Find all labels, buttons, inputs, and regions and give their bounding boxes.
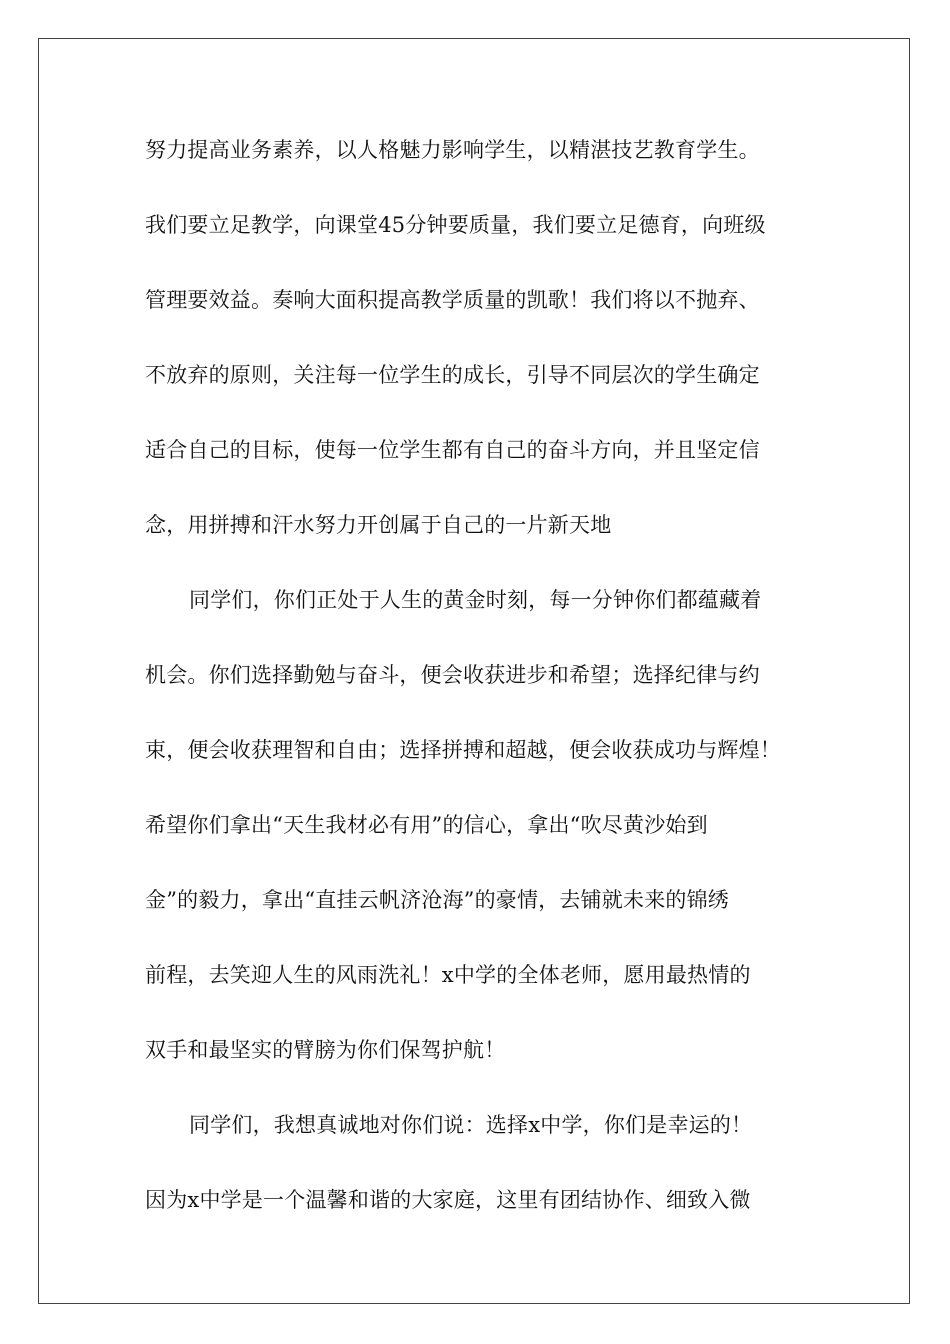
paragraph-first-line: 同学们，我想真诚地对你们说：选择x中学，你们是幸运的！	[189, 1113, 753, 1137]
text-line: 不放弃的原则，关注每一位学生的成长，引导不同层次的学生确定	[145, 363, 760, 387]
text-line: 束，便会收获理智和自由；选择拼搏和超越，便会收获成功与辉煌！	[145, 738, 781, 762]
text-line: 双手和最坚实的臂膀为你们保驾护航！	[145, 1038, 506, 1062]
text-line: 因为x中学是一个温馨和谐的大家庭，这里有团结协作、细致入微	[145, 1188, 751, 1212]
text-line: 念，用拼搏和汗水努力开创属于自己的一片新天地	[145, 513, 612, 537]
paragraph-first-line: 同学们，你们正处于人生的黄金时刻，每一分钟你们都蕴藏着	[189, 588, 762, 612]
text-line: 适合自己的目标，使每一位学生都有自己的奋斗方向，并且坚定信	[145, 438, 760, 462]
text-line: 机会。你们选择勤勉与奋斗，便会收获进步和希望；选择纪律与约	[145, 663, 760, 687]
text-line: 金”的毅力，拿出“直挂云帆济沧海”的豪情，去铺就未来的锦绣	[145, 888, 730, 912]
text-line: 管理要效益。奏响大面积提高教学质量的凯歌！我们将以不抛弃、	[145, 288, 760, 312]
text-line: 努力提高业务素养，以人格魅力影响学生，以精湛技艺教育学生。	[145, 138, 760, 162]
text-line: 我们要立足教学，向课堂45分钟要质量，我们要立足德育，向班级	[145, 213, 766, 237]
text-line: 前程，去笑迎人生的风雨洗礼！x中学的全体老师，愿用最热情的	[145, 963, 751, 987]
text-line: 希望你们拿出“天生我材必有用”的信心，拿出“吹尽黄沙始到	[145, 813, 708, 837]
